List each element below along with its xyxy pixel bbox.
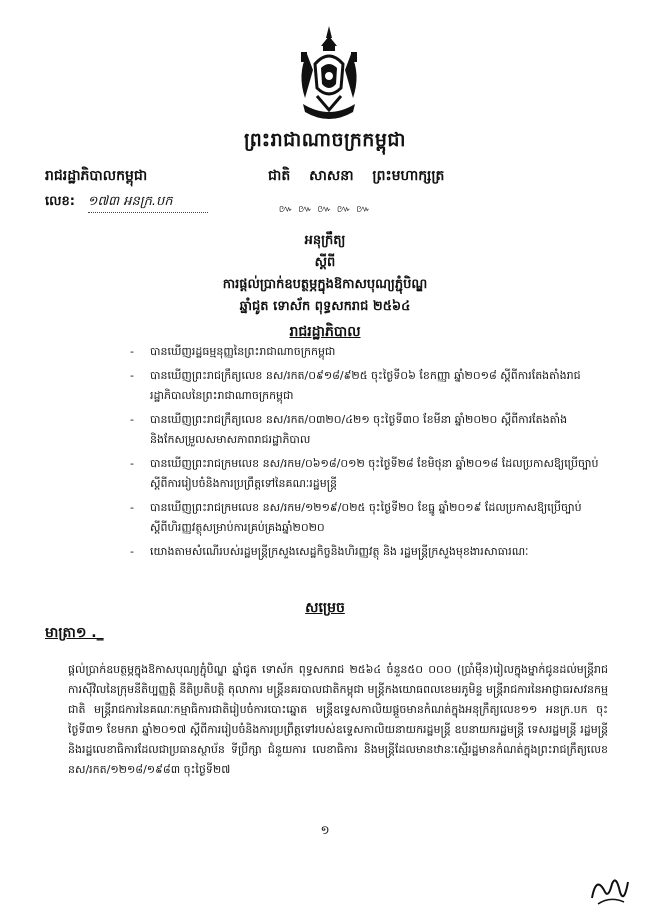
- motto-king: ព្រះមហាក្សត្រ: [372, 168, 445, 184]
- reference-label: លេខ:: [45, 194, 75, 209]
- national-motto: [268, 166, 444, 187]
- page-number: ១: [320, 823, 330, 837]
- consideration-item: - បានឃើញព្រះរាជក្រមលេខ នស/រកម/១២១៩/០២៥ ចុះថ្ងៃទី២០ ខែធ្នូ ឆ្នាំ២០១៩ ដែលប្រកាសឱ្យប្រើច្បាប់ស្តីពីហិរញ្ញវត្ថុសម្រាប់ការគ្រប់គ្រងឆ្នាំ២០២០: [130, 501, 582, 534]
- reference-value: ១៧៣ អនក្រ.បក: [88, 193, 208, 213]
- motto-religion: សាសនា: [309, 168, 354, 184]
- article-body: ផ្តល់ប្រាក់ឧបត្ថម្ភក្នុងឱកាសបុណ្យភ្ជុំបិណ្ឌ ឆ្នាំជូត ទោស័ក ពុទ្ធសករាជ ២៥៦៤ ចំនួន៥០ ០០០ (ប្រាំម៉ឺន)រៀលក្នុងម្នាក់ជូនដល់មន្ត្រីរាជការស៊ីវិលនៃក្រុមនីតិប្បញ្ញត្តិ នីតិប្រតិបត្តិ តុលាការ មន្ត្រីនគរបាលជាតិកម្ពុជា មន្ត្រីកងយោធពលខេមរភូមិន្ទ មន្ត្រីរាជការនៃអាជ្ញាធរសវនកម្មជាតិ មន្ត្រីរាជការនៃគណៈកម្មាធិការជាតិរៀបចំការបោះឆ្នោត មន្ត្រីឧទ្ទេសកាលិយផ្តួចមានកំណត់ក្នុងអនុក្រឹត្យលេខ១១ អនក្រ.បក ចុះថ្ងៃទី៣១ ខែមករា ឆ្នាំ២០១៧ ស្តីពីការរៀបចំនិងការប្រព្រឹត្តទៅរបស់ឧទ្ទេសកាលិយនាយករដ្ឋមន្ត្រី ឧបនាយករដ្ឋមន្ត្រី ទេសរដ្ឋមន្ត្រី រដ្ឋមន្ត្រី និងរដ្ឋលេខាធិការដែលជាប្រធានស្ថាប័ន ទីប្រឹក្សា ជំនួយការ លេខាធិការ និងមន្ត្រីដែលមានឋានៈស្មើរដ្ឋមានកំណត់ក្នុងព្រះរាជក្រឹត្យលេខ នស/រកត/១២១៨/១៩៨៣ ចុះថ្ងៃទី២៧: [68, 663, 608, 776]
- council-heading: រាជរដ្ឋាភិបាល: [289, 324, 361, 340]
- consideration-item: - បានឃើញរដ្ឋធម្មនុញ្ញនៃព្រះរាជាណាចក្រកម្ពុជា: [130, 345, 336, 358]
- consideration-item: - បានឃើញព្រះរាជក្រឹត្យលេខ នស/រកត/០៣២០/៤២១ ចុះថ្ងៃទី៣០ ខែមីនា ឆ្នាំ២០២០ ស្តីពីការតែងតាំងនិងកែសម្រួលសមាសភាពរាជរដ្ឋាភិបាល: [130, 413, 568, 446]
- consideration-item: - បានឃើញព្រះរាជក្រមលេខ នស/រកម/០៦១៨/០១២ ចុះថ្ងៃទី២៨ ខែមិថុនា ឆ្នាំ២០១៨ ដែលប្រកាសឱ្យប្រើច្បាប់ស្តីពីការរៀបចំនិងការប្រព្រឹត្តទៅនៃគណៈរដ្ឋមន្ត្រី: [130, 457, 599, 490]
- subject-line-2: ឆ្នាំជូត ទោស័ក ពុទ្ធសករាជ ២៥៦៤: [239, 299, 411, 314]
- government-name: រាជរដ្ឋាភិបាលកម្ពុជា: [45, 168, 148, 184]
- decision-heading: សម្រេច: [305, 600, 345, 616]
- kingdom-title: ព្រះរាជាណាចក្រកម្ពុជា: [244, 129, 406, 151]
- motto-nation: ជាតិ: [268, 168, 291, 184]
- royal-coat-of-arms-emblem: [293, 24, 365, 130]
- handwritten-initials-signature: [588, 870, 632, 908]
- document-type: អនុក្រឹត្យ: [304, 233, 346, 248]
- article-heading: មាត្រា១ ._: [45, 625, 104, 641]
- consideration-item: - យោងតាមសំណើរបស់រដ្ឋមន្ត្រីក្រសួងសេដ្ឋកិច្ចនិងហិរញ្ញវត្ថុ និង រដ្ឋមន្ត្រីក្រសួងមុខងារសាធារណៈ: [130, 545, 529, 558]
- about-label: ស្តីពី: [314, 255, 336, 270]
- consideration-item: - បានឃើញព្រះរាជក្រឹត្យលេខ នស/រកត/០៩១៨/៩២៥ ចុះថ្ងៃទី០៦ ខែកញ្ញា ឆ្នាំ២០១៨ ស្តីពីការតែងតាំងរាជរដ្ឋាភិបាលនៃព្រះរាជាណាចក្រកម្ពុជា: [130, 369, 581, 402]
- considerations-list: [130, 342, 600, 566]
- subject-line-1: ការផ្តល់ប្រាក់ឧបត្ថម្ភក្នុងឱកាសបុណ្យភ្ជុំបិណ្ឌ: [222, 277, 428, 292]
- ornament-divider: ៚ ៚ ៚ ៚ ៚: [278, 204, 372, 215]
- reference-number: [45, 193, 208, 213]
